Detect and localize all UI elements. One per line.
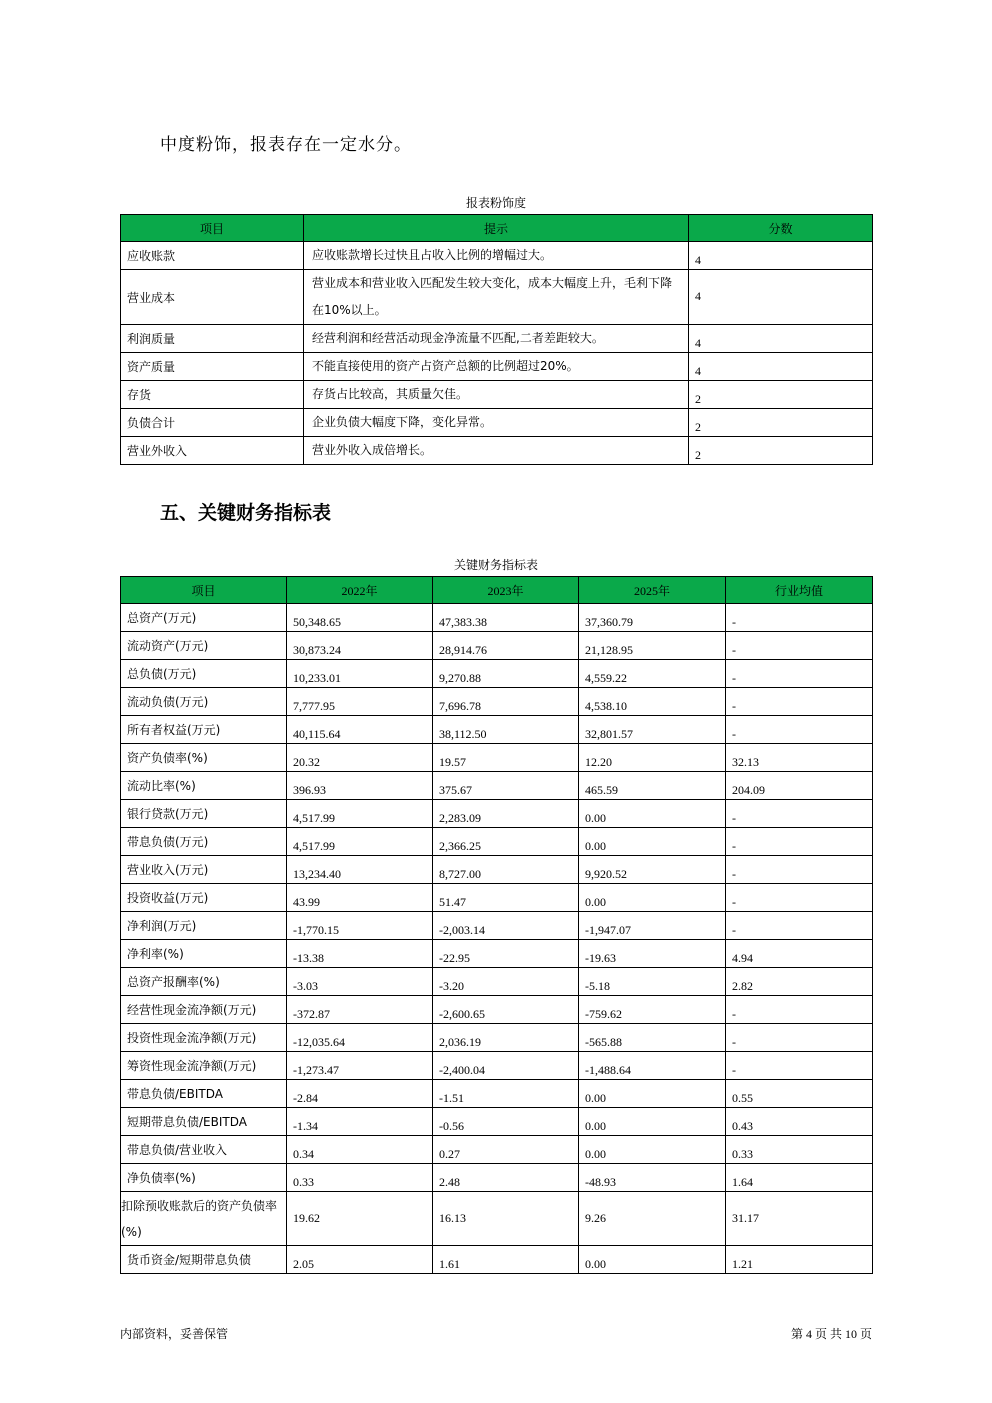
value-cell: -759.62 (579, 996, 726, 1024)
value-cell: 9,920.52 (579, 856, 726, 884)
value-cell: 32,801.57 (579, 716, 726, 744)
table-row (121, 604, 873, 632)
value-cell: -1,273.47 (287, 1052, 433, 1080)
value-cell: 0.33 (726, 1136, 873, 1164)
table-row (121, 1164, 873, 1192)
column-header: 项目 (121, 577, 287, 604)
value-cell: 19.57 (433, 744, 579, 772)
value-cell: -2,600.65 (433, 996, 579, 1024)
table-row (121, 660, 873, 688)
column-header: 分数 (689, 215, 873, 242)
value-cell: 21,128.95 (579, 632, 726, 660)
score-cell: 2 (689, 381, 873, 409)
table-row (121, 1024, 873, 1052)
item-cell: 资产质量 (121, 353, 304, 381)
value-cell: 8,727.00 (433, 856, 579, 884)
table-row (121, 270, 873, 325)
indicator-name-cell: 总资产报酬率(%) (121, 968, 287, 996)
value-cell: - (726, 1052, 873, 1080)
value-cell: -565.88 (579, 1024, 726, 1052)
table-header-row (121, 577, 873, 604)
table-row (121, 744, 873, 772)
value-cell: - (726, 828, 873, 856)
table-caption-fraud: 报表粉饰度 (465, 196, 526, 210)
indicator-name-cell: 银行贷款(万元) (121, 800, 287, 828)
value-cell: 7,696.78 (433, 688, 579, 716)
section-heading: 五、关键财务指标表 (160, 502, 332, 524)
tip-cell: 经营利润和经营活动现金净流量不匹配,二者差距较大。 (304, 325, 689, 353)
value-cell: 0.43 (726, 1108, 873, 1136)
score-cell: 4 (689, 242, 873, 270)
value-cell: - (726, 660, 873, 688)
value-cell: -3.20 (433, 968, 579, 996)
value-cell: 204.09 (726, 772, 873, 800)
value-cell: - (726, 716, 873, 744)
value-cell: 396.93 (287, 772, 433, 800)
value-cell: - (726, 632, 873, 660)
value-cell: -1,488.64 (579, 1052, 726, 1080)
value-cell: -2,400.04 (433, 1052, 579, 1080)
value-cell: 0.33 (287, 1164, 433, 1192)
table-row (121, 688, 873, 716)
value-cell: -13.38 (287, 940, 433, 968)
value-cell: - (726, 856, 873, 884)
indicator-name-cell: 流动负债(万元) (121, 688, 287, 716)
value-cell: 12.20 (579, 744, 726, 772)
indicator-name-cell: 总负债(万元) (121, 660, 287, 688)
item-cell: 营业成本 (121, 270, 304, 325)
indicator-name-cell: 扣除预收账款后的资产负债率(%) (121, 1192, 287, 1246)
item-cell: 利润质量 (121, 325, 304, 353)
indicator-name-cell: 带息负债/EBITDA (121, 1080, 287, 1108)
value-cell: 0.00 (579, 1136, 726, 1164)
value-cell: -1.34 (287, 1108, 433, 1136)
value-cell: 0.00 (579, 1108, 726, 1136)
value-cell: 0.00 (579, 1246, 726, 1274)
value-cell: 0.34 (287, 1136, 433, 1164)
value-cell: - (726, 912, 873, 940)
value-cell: -19.63 (579, 940, 726, 968)
value-cell: -1,947.07 (579, 912, 726, 940)
table-row (121, 996, 873, 1024)
value-cell: 20.32 (287, 744, 433, 772)
value-cell: 4,538.10 (579, 688, 726, 716)
value-cell: 9,270.88 (433, 660, 579, 688)
table-row (121, 1108, 873, 1136)
table-row (121, 381, 873, 409)
table-caption-indicators: 关键财务指标表 (453, 558, 538, 572)
value-cell: -2,003.14 (433, 912, 579, 940)
table-row (121, 353, 873, 381)
value-cell: 51.47 (433, 884, 579, 912)
indicator-name-cell: 短期带息负债/EBITDA (121, 1108, 287, 1136)
value-cell: - (726, 688, 873, 716)
value-cell: 0.00 (579, 884, 726, 912)
value-cell: 4,559.22 (579, 660, 726, 688)
table-row (121, 940, 873, 968)
indicator-name-cell: 净利率(%) (121, 940, 287, 968)
value-cell: 19.62 (287, 1192, 433, 1246)
fraud-degree-table (120, 214, 873, 465)
table-row (121, 968, 873, 996)
value-cell: 31.17 (726, 1192, 873, 1246)
tip-cell: 企业负债大幅度下降，变化异常。 (304, 409, 689, 437)
score-cell: 4 (689, 325, 873, 353)
value-cell: 50,348.65 (287, 604, 433, 632)
value-cell: 4.94 (726, 940, 873, 968)
key-financial-indicators-table (120, 576, 873, 1274)
score-cell: 2 (689, 409, 873, 437)
table-row (121, 884, 873, 912)
value-cell: 0.00 (579, 828, 726, 856)
score-cell: 2 (689, 437, 873, 465)
value-cell: -22.95 (433, 940, 579, 968)
indicator-name-cell: 净利润(万元) (121, 912, 287, 940)
value-cell: -2.84 (287, 1080, 433, 1108)
indicator-name-cell: 净负债率(%) (121, 1164, 287, 1192)
indicator-name-cell: 总资产(万元) (121, 604, 287, 632)
value-cell: 4,517.99 (287, 828, 433, 856)
table-row (121, 1192, 873, 1246)
value-cell: - (726, 1024, 873, 1052)
value-cell: -1.51 (433, 1080, 579, 1108)
table-row (121, 772, 873, 800)
indicator-name-cell: 投资收益(万元) (121, 884, 287, 912)
indicator-name-cell: 带息负债/营业收入 (121, 1136, 287, 1164)
value-cell: 30,873.24 (287, 632, 433, 660)
table-row (121, 716, 873, 744)
value-cell: 1.21 (726, 1246, 873, 1274)
value-cell: 2.05 (287, 1246, 433, 1274)
indicator-name-cell: 货币资金/短期带息负债 (121, 1246, 287, 1274)
table-row (121, 632, 873, 660)
tip-cell: 营业外收入成倍增长。 (304, 437, 689, 465)
indicator-name-cell: 所有者权益(万元) (121, 716, 287, 744)
value-cell: 47,383.38 (433, 604, 579, 632)
value-cell: 9.26 (579, 1192, 726, 1246)
column-header: 行业均值 (726, 577, 873, 604)
item-cell: 营业外收入 (121, 437, 304, 465)
value-cell: 4,517.99 (287, 800, 433, 828)
value-cell: 2.82 (726, 968, 873, 996)
value-cell: -5.18 (579, 968, 726, 996)
value-cell: 43.99 (287, 884, 433, 912)
column-header: 项目 (121, 215, 304, 242)
score-cell: 4 (689, 353, 873, 381)
table-row (121, 1052, 873, 1080)
indicator-name-cell: 带息负债(万元) (121, 828, 287, 856)
value-cell: - (726, 604, 873, 632)
indicator-name-cell: 经营性现金流净额(万元) (121, 996, 287, 1024)
value-cell: - (726, 996, 873, 1024)
table-row (121, 325, 873, 353)
table-row (121, 912, 873, 940)
value-cell: 40,115.64 (287, 716, 433, 744)
indicator-name-cell: 流动比率(%) (121, 772, 287, 800)
column-header: 2025年 (579, 577, 726, 604)
score-cell: 4 (689, 270, 873, 325)
value-cell: 1.64 (726, 1164, 873, 1192)
table-row (121, 1136, 873, 1164)
item-cell: 应收账款 (121, 242, 304, 270)
value-cell: -0.56 (433, 1108, 579, 1136)
column-header: 提示 (304, 215, 689, 242)
column-header: 2023年 (433, 577, 579, 604)
value-cell: - (726, 800, 873, 828)
table-header-row (121, 215, 873, 242)
table-row (121, 409, 873, 437)
intro-text: 中度粉饰，报表存在一定水分。 (160, 135, 412, 155)
value-cell: 2,366.25 (433, 828, 579, 856)
value-cell: 1.61 (433, 1246, 579, 1274)
table-row (121, 828, 873, 856)
value-cell: 38,112.50 (433, 716, 579, 744)
table-row (121, 856, 873, 884)
value-cell: -372.87 (287, 996, 433, 1024)
value-cell: 375.67 (433, 772, 579, 800)
column-header: 2022年 (287, 577, 433, 604)
value-cell: 0.00 (579, 1080, 726, 1108)
value-cell: -48.93 (579, 1164, 726, 1192)
tip-cell: 不能直接使用的资产占资产总额的比例超过20%。 (304, 353, 689, 381)
tip-cell: 应收账款增长过快且占收入比例的增幅过大。 (304, 242, 689, 270)
value-cell: 37,360.79 (579, 604, 726, 632)
value-cell: 0.55 (726, 1080, 873, 1108)
indicator-name-cell: 资产负债率(%) (121, 744, 287, 772)
item-cell: 负债合计 (121, 409, 304, 437)
item-cell: 存货 (121, 381, 304, 409)
indicator-name-cell: 筹资性现金流净额(万元) (121, 1052, 287, 1080)
value-cell: 465.59 (579, 772, 726, 800)
value-cell: 28,914.76 (433, 632, 579, 660)
indicator-name-cell: 流动资产(万元) (121, 632, 287, 660)
value-cell: 7,777.95 (287, 688, 433, 716)
value-cell: - (726, 884, 873, 912)
value-cell: 13,234.40 (287, 856, 433, 884)
footer-page-number: 第 4 页 共 10 页 (790, 1327, 872, 1341)
value-cell: 2,036.19 (433, 1024, 579, 1052)
value-cell: 2.48 (433, 1164, 579, 1192)
value-cell: -3.03 (287, 968, 433, 996)
footer-confidential: 内部资料，妥善保管 (120, 1327, 229, 1341)
indicator-name-cell: 营业收入(万元) (121, 856, 287, 884)
value-cell: 16.13 (433, 1192, 579, 1246)
value-cell: 10,233.01 (287, 660, 433, 688)
tip-cell: 存货占比较高，其质量欠佳。 (304, 381, 689, 409)
indicator-name-cell: 投资性现金流净额(万元) (121, 1024, 287, 1052)
value-cell: -1,770.15 (287, 912, 433, 940)
value-cell: 2,283.09 (433, 800, 579, 828)
value-cell: 32.13 (726, 744, 873, 772)
table-row (121, 800, 873, 828)
value-cell: 0.27 (433, 1136, 579, 1164)
tip-cell: 营业成本和营业收入匹配发生较大变化，成本大幅度上升，毛利下降在10%以上。 (304, 270, 689, 325)
table-row (121, 1080, 873, 1108)
table-row (121, 437, 873, 465)
value-cell: -12,035.64 (287, 1024, 433, 1052)
table-row (121, 1246, 873, 1274)
value-cell: 0.00 (579, 800, 726, 828)
table-row (121, 242, 873, 270)
